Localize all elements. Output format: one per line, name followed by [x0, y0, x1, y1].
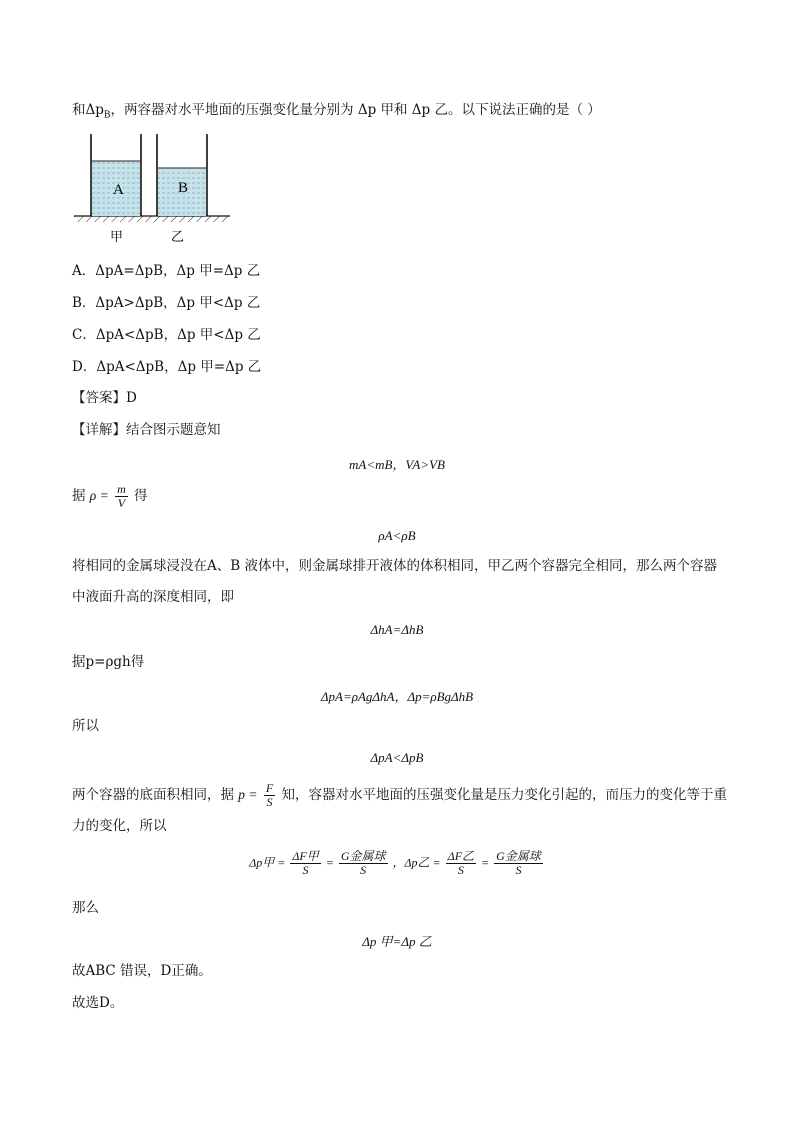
para2-numerator: F	[265, 781, 274, 795]
by-rho-prefix: 据	[72, 488, 86, 504]
then-line: 那么	[72, 900, 99, 916]
equation-5: ΔpA<ΔpB	[370, 750, 424, 765]
eq6-a-frac1	[290, 850, 320, 877]
answer-label: 【答案】	[72, 390, 126, 406]
answer-value: D	[126, 390, 137, 406]
conclusion-1: 故ABC 错误，D正确。	[72, 963, 212, 979]
question-intro-rest: ，两容器对水平地面的压强变化量分别为 Δp 甲和 Δp 乙。以下说法正确的是（ ）	[110, 102, 601, 118]
para2-text-b: 知，容器对水平地面的压强变化量是压力变化引起的，而压力的变化等于重力的变化，所以	[72, 787, 727, 834]
containers-figure	[72, 134, 242, 249]
equation-2: ρA<ρB	[378, 528, 416, 543]
container-jia	[91, 134, 141, 216]
equation-1: mA<mB，VA>VB	[348, 457, 445, 472]
conclusion-2: 故选D。	[72, 995, 124, 1011]
paragraph-2	[72, 779, 727, 842]
eq6-a-num2: G金属球	[340, 849, 386, 863]
by-p-line: 据p=ρgh得	[72, 654, 145, 670]
eq6-b-den1: S	[457, 863, 464, 877]
eq6-b-frac1	[446, 850, 476, 877]
explain-intro: 结合图示题意知	[126, 422, 221, 438]
eq6-b-num1: ΔF乙	[447, 849, 475, 863]
rho-denominator: V	[117, 496, 126, 510]
para2-fraction	[264, 782, 275, 809]
eq6-b-den2: S	[515, 863, 522, 877]
by-rho-line	[72, 483, 148, 510]
eq6-a-den1: S	[302, 863, 309, 877]
caption-yi: 乙	[171, 230, 185, 245]
equation-7: Δp 甲=Δp 乙	[362, 934, 432, 949]
paragraph-1: 将相同的金属球浸没在A、B 液体中，则金属球排开液体的体积相同，甲乙两个容器完全相同，那么两个容器中液面升高的深度相同，即	[72, 558, 717, 605]
question-intro-sub: B	[103, 110, 111, 121]
so-line: 所以	[72, 718, 99, 734]
eq6-a-num1: ΔF甲	[292, 849, 319, 863]
eq6-b-num2: G金属球	[496, 849, 541, 863]
option-a	[72, 261, 260, 281]
explain-line	[72, 420, 221, 440]
option-c	[72, 325, 261, 345]
option-letter: C．	[72, 327, 96, 343]
option-text: ΔpA<ΔpB，Δp 甲=Δp 乙	[96, 359, 262, 375]
eq6-a-lhs: Δp甲 =	[249, 855, 286, 870]
equation-4: ΔpA=ρAgΔhA，Δp=ρBgΔhB	[320, 689, 474, 704]
eq6-b-frac2	[494, 850, 543, 877]
label-a: A	[113, 182, 124, 198]
option-letter: A．	[72, 263, 96, 279]
option-letter: D．	[72, 359, 97, 375]
rho-numerator: m	[117, 482, 126, 496]
question-intro: 和Δp	[72, 102, 104, 118]
option-b	[72, 293, 260, 313]
option-letter: B．	[72, 295, 96, 311]
para2-denominator: S	[266, 795, 273, 809]
option-d	[72, 357, 261, 377]
by-rho-suffix: 得	[134, 488, 148, 504]
eq6-b-lhs: ，Δp乙 =	[392, 855, 441, 870]
label-b: B	[178, 180, 189, 196]
para2-text-a: 两个容器的底面积相同，据	[72, 787, 234, 803]
equation-3: ΔhA=ΔhB	[370, 622, 424, 637]
container-yi	[157, 134, 207, 216]
para2-lhs: p =	[238, 787, 258, 802]
equation-6: Δp甲 = $\frac{\text{ΔF甲}}{S}$ = $\frac{\text{G金属球}}{S}$ ，Δp乙 = $\frac{\text{ΔF乙}}{S}$ = $\frac{\text{G金属球}}{S}$	[249, 849, 541, 877]
rho-fraction	[115, 483, 128, 510]
option-text: ΔpA=ΔpB，Δp 甲=Δp 乙	[95, 263, 261, 279]
eq6-a-frac2	[339, 850, 388, 877]
ground-hatch	[74, 216, 230, 222]
eq6-a-den2: S	[360, 863, 367, 877]
rho-lhs: ρ =	[89, 488, 109, 503]
explain-label: 【详解】	[72, 422, 126, 438]
option-text: ΔpA>ΔpB，Δp 甲<Δp 乙	[95, 295, 261, 311]
answer-line	[72, 388, 137, 408]
caption-jia: 甲	[110, 230, 124, 245]
question-stem	[72, 100, 601, 126]
option-text: ΔpA<ΔpB，Δp 甲<Δp 乙	[95, 327, 261, 343]
